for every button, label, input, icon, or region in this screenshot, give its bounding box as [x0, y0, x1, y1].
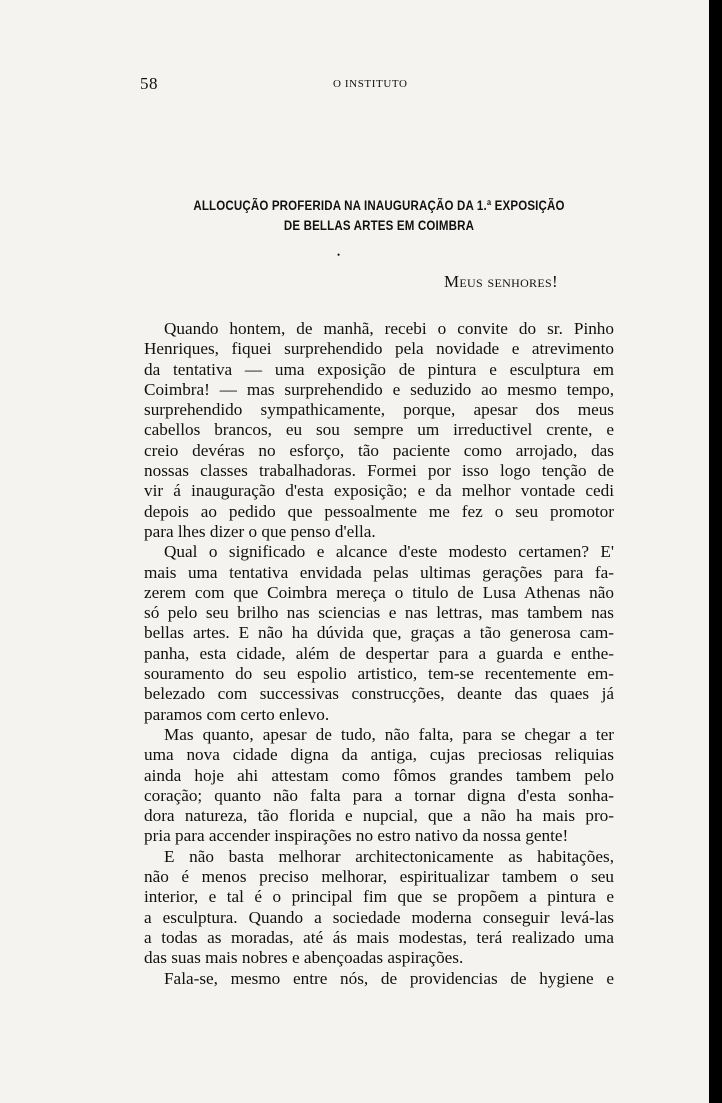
text-line: das suas mais nobres e abençoadas aspirações.	[144, 948, 464, 968]
text-line: não é menos preciso melhorar, espiritualizar tambem o seu	[144, 867, 614, 887]
text-line: souramento do seu espolio artistico, tem-se recentemente em-	[144, 664, 614, 684]
text-line: uma nova cidade digna da antiga, cujas preciosas reliquias	[144, 745, 614, 765]
text-line: ainda hoje ahi attestam como fômos grandes tambem pelo	[144, 765, 614, 785]
text-line: dora natureza, tão florida e nupcial, que a não ha mais pro-	[144, 806, 614, 826]
text-line: Mas quanto, apesar de tudo, não falta, para se chegar a ter	[164, 724, 614, 744]
text-line: Coimbra! — mas surprehendido e seduzido ao mesmo tempo,	[144, 379, 614, 399]
ornament-dot: •	[337, 250, 341, 260]
page-number: 58	[140, 74, 158, 93]
text-line: pria para accender inspirações no estro nativo da nossa gente!	[144, 826, 569, 846]
text-line: nossas classes trabalhadoras. Formei por isso logo tenção de	[144, 461, 614, 481]
article-title	[173, 196, 584, 236]
text-line: da tentativa — uma exposição de pintura e esculptura em	[144, 359, 614, 379]
text-line: depois ao pedido que pessoalmente me fez o seu promotor	[144, 501, 614, 521]
article-body	[144, 319, 614, 989]
text-line: cabellos brancos, eu sou sempre um irreductivel crente, e	[144, 420, 614, 440]
text-line: zerem com que Coimbra mereça o titulo de Lusa Athenas não	[144, 582, 614, 602]
text-line: E não basta melhorar architectonicamente as habitações,	[164, 846, 614, 866]
text-line: só pelo seu brilho nas sciencias e nas lettras, mas tambem nas	[144, 603, 614, 623]
text-line: Quando hontem, de manhã, recebi o convite do sr. Pinho	[164, 319, 614, 338]
text-line: bellas artes. E não ha dúvida que, graças a tão generosa cam-	[144, 623, 614, 643]
text-line: vir á inauguração d'esta exposição; e da melhor vontade cedi	[144, 481, 614, 501]
salutation: Meus senhores!	[444, 272, 558, 291]
text-line: coração; quanto não falta para a tornar digna d'esta sonha-	[144, 785, 614, 805]
text-line: mais uma tentativa envidada pelas ultimas gerações para fa-	[144, 562, 614, 582]
text-line: belezado com successivas construcções, deante das quaes já	[144, 684, 614, 704]
text-line: surprehendido sympathicamente, porque, apesar dos meus	[144, 400, 614, 420]
text-line: panha, esta cidade, além de despertar para a guarda e enthe-	[144, 643, 614, 663]
text-line: Qual o significado e alcance d'este modesto certamen? E'	[164, 542, 614, 562]
running-title: O INSTITUTO	[333, 78, 408, 90]
text-line: creio devéras no esforço, tão paciente como arrojado, das	[144, 440, 614, 460]
text-line: Fala-se, mesmo entre nós, de providencias de hygiene e	[164, 968, 614, 988]
text-line: a esculptura. Quando a sociedade moderna conseguir levá-las	[144, 907, 614, 927]
text-line: a todas as moradas, até ás mais modestas, terá realizado uma	[144, 927, 614, 947]
text-line: para lhes dizer o que penso d'ella.	[144, 521, 376, 541]
title-line: DE BELLAS ARTES EM COIMBRA	[283, 218, 475, 233]
scan-border	[709, 0, 722, 1103]
text-line: interior, e tal é o principal fim que se propõem a pintura e	[144, 887, 614, 907]
text-line: Henriques, fiquei surprehendido pela novidade e atrevimento	[144, 339, 614, 359]
title-line: ALLOCUÇÃO PROFERIDA NA INAUGURAÇÃO DA 1.ª EXPOSIÇÃO	[193, 198, 565, 213]
text-line: paramos com certo enlevo.	[144, 704, 330, 724]
